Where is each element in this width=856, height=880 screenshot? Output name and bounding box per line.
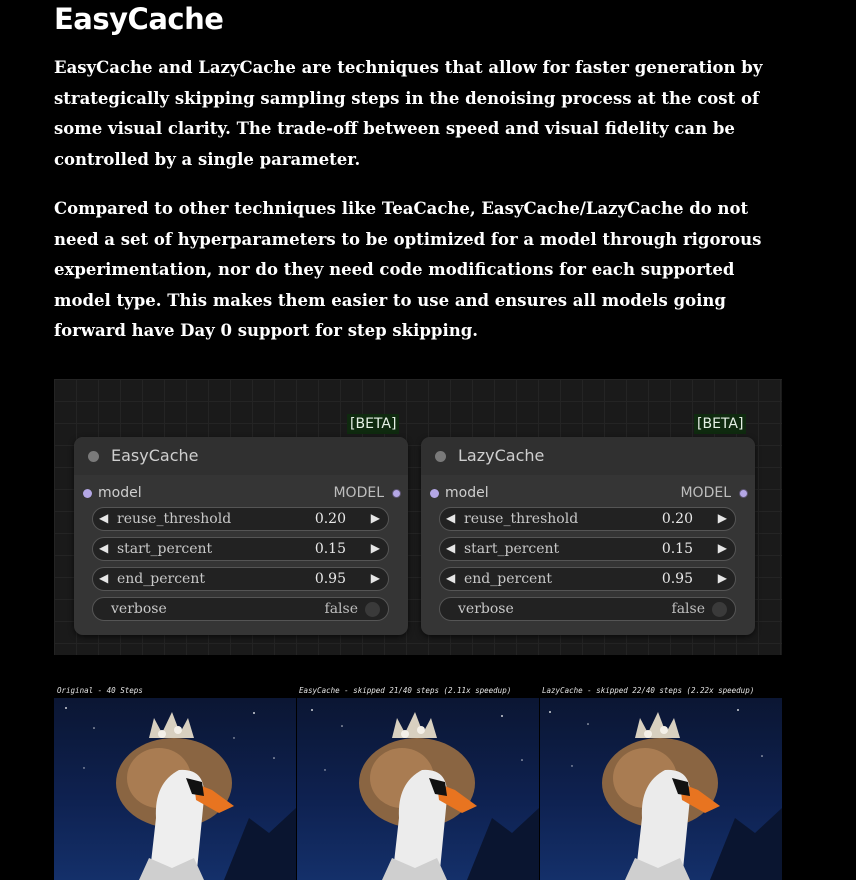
comparison-caption: EasyCache - skipped 21/40 steps (2.11x speedup) xyxy=(299,686,512,695)
model-output-label: MODEL xyxy=(680,485,731,501)
widget-label: end_percent xyxy=(464,571,552,587)
toggle-label: verbose xyxy=(458,601,514,617)
decrement-arrow-icon[interactable]: ◀ xyxy=(446,541,456,555)
increment-arrow-icon[interactable]: ▶ xyxy=(370,571,380,585)
swan-image-easycache xyxy=(297,698,539,880)
node-graph-screenshot xyxy=(54,379,782,655)
verbose-toggle[interactable] xyxy=(92,597,389,621)
toggle-value: false xyxy=(671,601,705,617)
model-output-label: MODEL xyxy=(333,485,384,501)
model-io-row xyxy=(421,485,755,503)
page-title: EasyCache xyxy=(54,2,224,36)
start-percent-widget[interactable] xyxy=(92,537,389,561)
widget-label: end_percent xyxy=(117,571,205,587)
increment-arrow-icon[interactable]: ▶ xyxy=(717,511,727,525)
model-input-slot-icon[interactable] xyxy=(83,489,92,498)
decrement-arrow-icon[interactable]: ◀ xyxy=(446,571,456,585)
start-percent-widget[interactable] xyxy=(439,537,736,561)
model-output-slot-icon[interactable] xyxy=(739,489,748,498)
decrement-arrow-icon[interactable]: ◀ xyxy=(99,511,109,525)
widget-value[interactable]: 0.95 xyxy=(314,571,346,587)
swan-image-original xyxy=(54,698,296,880)
widget-label: start_percent xyxy=(117,541,213,557)
comparison-caption: LazyCache - skipped 22/40 steps (2.22x speedup) xyxy=(542,686,755,695)
intro-paragraph: EasyCache and LazyCache are techniques that allow for faster generation by strategically skipping sampling steps in the denoising process at the cost of some visual clarity. The trade-off between speed and visual fidelity can be controlled by a single parameter. xyxy=(54,58,763,169)
model-input-slot-icon[interactable] xyxy=(430,489,439,498)
model-io-row xyxy=(74,485,408,503)
widget-value[interactable]: 0.20 xyxy=(661,511,693,527)
swan-image-lazycache xyxy=(540,698,782,880)
widget-value[interactable]: 0.15 xyxy=(314,541,346,557)
increment-arrow-icon[interactable]: ▶ xyxy=(717,541,727,555)
node-header[interactable] xyxy=(74,437,408,475)
toggle-label: verbose xyxy=(111,601,167,617)
end-percent-widget[interactable] xyxy=(439,567,736,591)
comparison-caption: Original - 40 Steps xyxy=(57,686,143,695)
widget-label: reuse_threshold xyxy=(464,511,579,527)
widget-label: start_percent xyxy=(464,541,560,557)
increment-arrow-icon[interactable]: ▶ xyxy=(370,511,380,525)
node-header[interactable] xyxy=(421,437,755,475)
decrement-arrow-icon[interactable]: ◀ xyxy=(99,571,109,585)
widget-value[interactable]: 0.15 xyxy=(661,541,693,557)
decrement-arrow-icon[interactable]: ◀ xyxy=(99,541,109,555)
toggle-knob-icon[interactable] xyxy=(712,602,727,617)
model-input-label: model xyxy=(445,485,489,501)
beta-badge: [BETA] xyxy=(694,414,746,434)
node-title: EasyCache xyxy=(111,446,199,465)
collapse-dot-icon[interactable] xyxy=(435,451,446,462)
toggle-value: false xyxy=(324,601,358,617)
reuse-threshold-widget[interactable] xyxy=(92,507,389,531)
widget-label: reuse_threshold xyxy=(117,511,232,527)
comparison-paragraph: Compared to other techniques like TeaCache, EasyCache/LazyCache do not need a set of hyperparameters to be optimized for a model through rigorous experimentation, nor do they need code modifications for each supported model type. This makes them easier to use and ensures all models going forward have Day 0 support for step skipping. xyxy=(54,199,762,340)
widget-value[interactable]: 0.95 xyxy=(661,571,693,587)
beta-badge: [BETA] xyxy=(347,414,399,434)
reuse-threshold-widget[interactable] xyxy=(439,507,736,531)
node-title: LazyCache xyxy=(458,446,545,465)
model-output-slot-icon[interactable] xyxy=(392,489,401,498)
comparison-image xyxy=(54,684,782,880)
end-percent-widget[interactable] xyxy=(92,567,389,591)
model-input-label: model xyxy=(98,485,142,501)
decrement-arrow-icon[interactable]: ◀ xyxy=(446,511,456,525)
increment-arrow-icon[interactable]: ▶ xyxy=(717,571,727,585)
verbose-toggle[interactable] xyxy=(439,597,736,621)
widget-value[interactable]: 0.20 xyxy=(314,511,346,527)
collapse-dot-icon[interactable] xyxy=(88,451,99,462)
increment-arrow-icon[interactable]: ▶ xyxy=(370,541,380,555)
toggle-knob-icon[interactable] xyxy=(365,602,380,617)
